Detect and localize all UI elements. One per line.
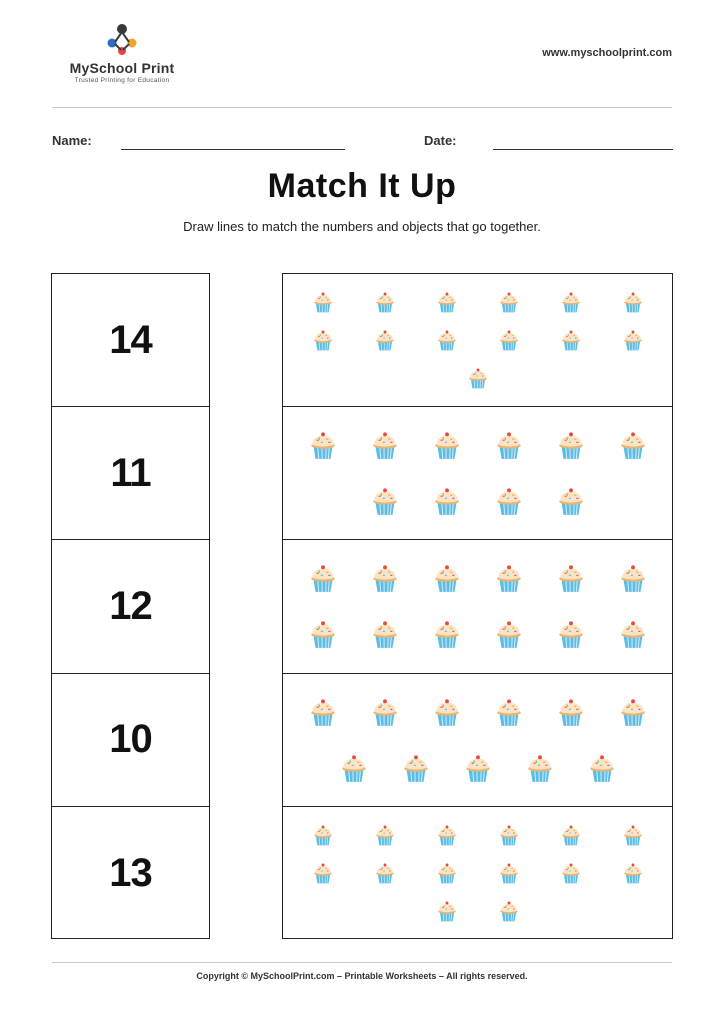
objects-column <box>282 273 673 939</box>
number-cell[interactable]: 14 <box>52 274 209 407</box>
cupcake-icon <box>373 861 397 885</box>
cupcake-icon <box>621 328 645 352</box>
date-line[interactable] <box>493 149 673 150</box>
numbers-column <box>51 273 210 939</box>
cupcake-icon <box>311 861 335 885</box>
cupcake-icon <box>617 618 649 650</box>
instructions: Draw lines to match the numbers and objects that go together. <box>183 219 541 234</box>
myschool-logo-icon <box>104 22 140 56</box>
cupcake-icon <box>311 823 335 847</box>
cupcake-icon <box>431 618 463 650</box>
cupcake-icon <box>373 290 397 314</box>
cupcake-icon <box>497 328 521 352</box>
cupcake-icon <box>373 328 397 352</box>
object-cell[interactable] <box>283 540 672 673</box>
object-cell[interactable] <box>283 674 672 807</box>
cupcake-icon <box>338 752 370 784</box>
cupcake-icon <box>307 429 339 461</box>
cupcake-icon <box>559 290 583 314</box>
object-cell[interactable] <box>283 274 672 407</box>
cupcake-icon <box>307 618 339 650</box>
cupcake-icon <box>559 823 583 847</box>
cupcake-icon <box>307 562 339 594</box>
cupcake-icon <box>435 823 459 847</box>
cupcake-icon <box>493 485 525 517</box>
footer-divider <box>52 962 672 963</box>
cupcake-icon <box>555 618 587 650</box>
number-cell[interactable]: 13 <box>109 850 152 895</box>
cupcake-icon <box>369 485 401 517</box>
cupcake-icon <box>369 696 401 728</box>
cupcake-icon <box>400 752 432 784</box>
cupcake-icon <box>431 429 463 461</box>
object-cell[interactable] <box>283 807 672 940</box>
number-cell[interactable]: 11 <box>52 407 209 540</box>
cupcake-icon <box>311 328 335 352</box>
cupcake-icon <box>555 696 587 728</box>
cupcake-icon <box>431 696 463 728</box>
cupcake-icon <box>497 899 521 923</box>
cupcake-icon <box>311 290 335 314</box>
cupcake-icon <box>369 429 401 461</box>
cupcake-icon <box>586 752 618 784</box>
cupcake-icon <box>431 485 463 517</box>
cupcake-icon <box>555 562 587 594</box>
cupcake-icon <box>497 823 521 847</box>
brand-name: MySchool Print <box>69 60 175 76</box>
number-cell[interactable]: 12 <box>52 540 209 673</box>
name-line[interactable] <box>121 149 345 150</box>
copyright: Copyright © MySchoolPrint.com – Printable Worksheets – All rights reserved. <box>196 971 528 981</box>
cupcake-icon <box>559 328 583 352</box>
cupcake-icon <box>369 618 401 650</box>
cupcake-icon <box>369 562 401 594</box>
website-url[interactable]: www.myschoolprint.com <box>542 47 672 59</box>
cupcake-icon <box>621 290 645 314</box>
cupcake-icon <box>373 823 397 847</box>
cupcake-icon <box>497 861 521 885</box>
cupcake-icon <box>462 752 494 784</box>
cupcake-icon <box>493 696 525 728</box>
cupcake-icon <box>617 696 649 728</box>
cupcake-icon <box>497 290 521 314</box>
name-label: Name: <box>52 133 92 148</box>
cupcake-icon <box>431 562 463 594</box>
cupcake-icon <box>621 823 645 847</box>
page-title: Match It Up <box>267 167 457 205</box>
logo <box>52 22 192 84</box>
brand-tagline: Trusted Printing for Education <box>74 77 170 84</box>
cupcake-icon <box>617 429 649 461</box>
number-cell[interactable]: 10 <box>52 674 209 807</box>
cupcake-icon <box>435 290 459 314</box>
cupcake-icon <box>307 696 339 728</box>
date-label: Date: <box>424 133 457 148</box>
object-cell[interactable] <box>283 407 672 540</box>
cupcake-icon <box>555 429 587 461</box>
cupcake-icon <box>555 485 587 517</box>
cupcake-icon <box>435 899 459 923</box>
cupcake-icon <box>493 618 525 650</box>
cupcake-icon <box>435 328 459 352</box>
cupcake-icon <box>493 429 525 461</box>
cupcake-icon <box>524 752 556 784</box>
cupcake-icon <box>621 861 645 885</box>
header-divider <box>52 107 672 108</box>
cupcake-icon <box>466 366 490 390</box>
cupcake-icon <box>617 562 649 594</box>
cupcake-icon <box>559 861 583 885</box>
cupcake-icon <box>435 861 459 885</box>
cupcake-icon <box>493 562 525 594</box>
